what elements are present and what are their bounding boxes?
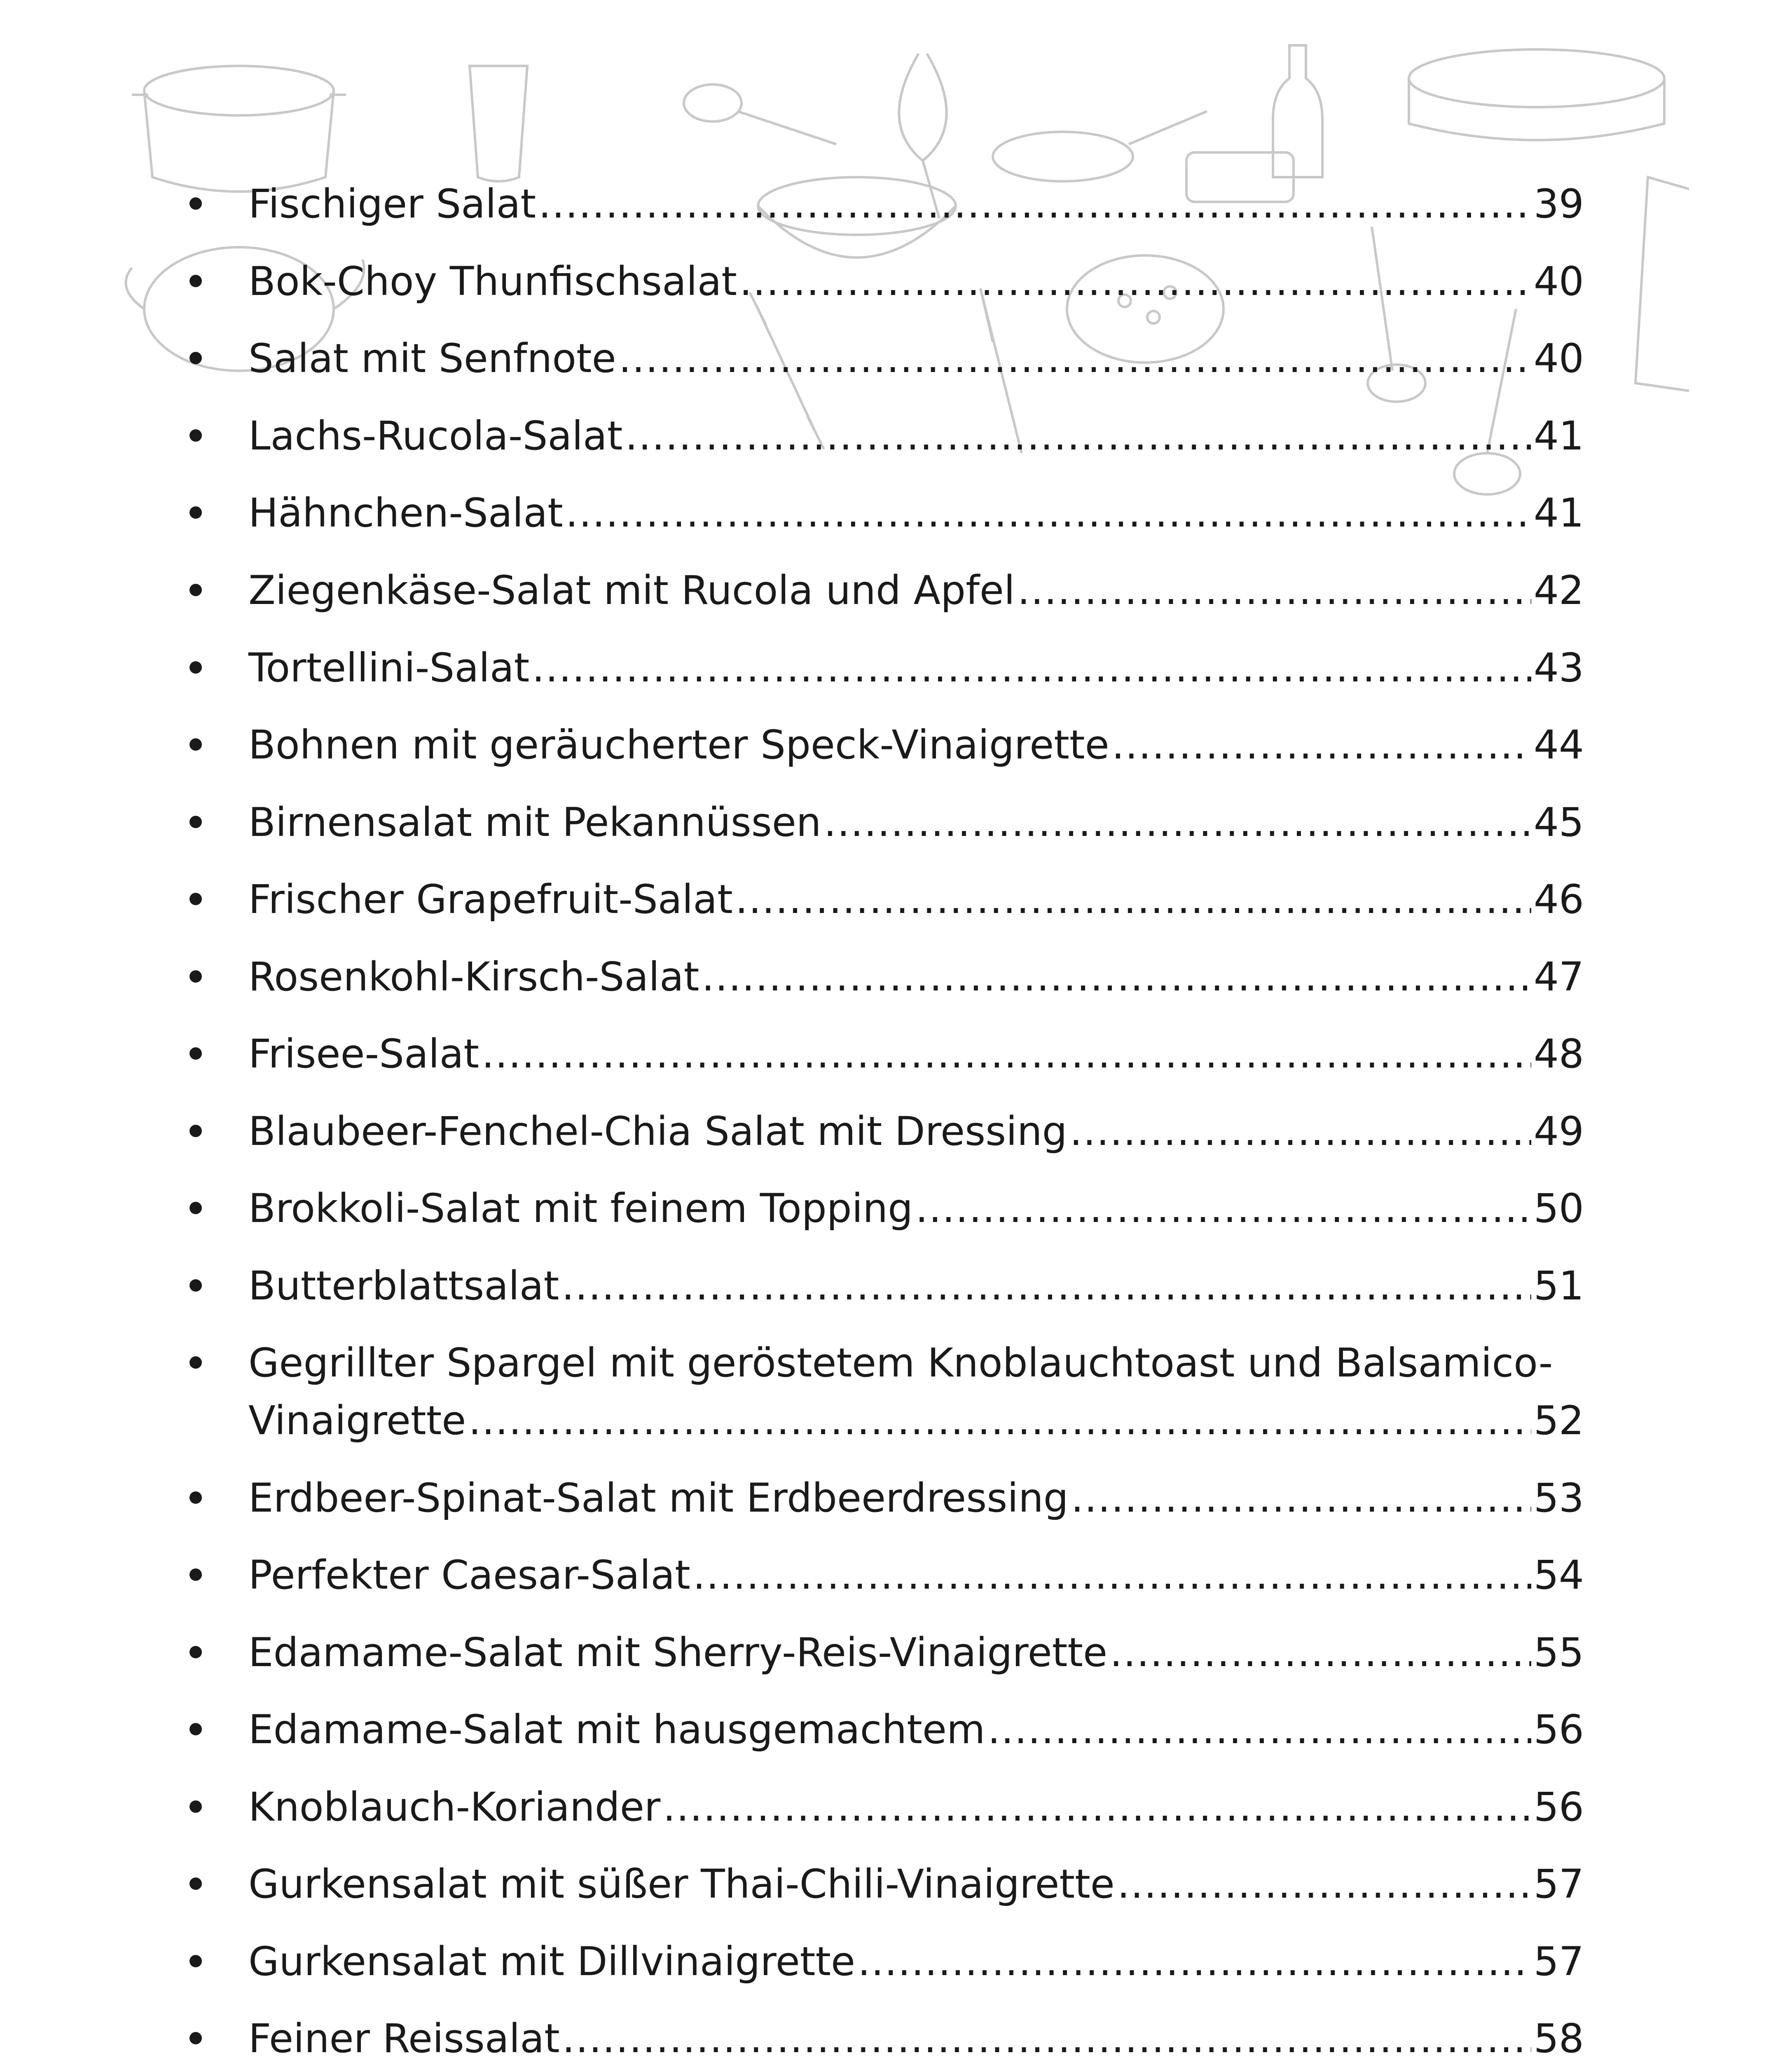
toc-entry-page: 44 — [1533, 722, 1584, 768]
bullet-icon — [189, 970, 202, 983]
toc-entry-page: 56 — [1533, 1707, 1584, 1753]
bullet-icon — [189, 275, 202, 287]
toc-entry[interactable] — [0, 1546, 1792, 1604]
toc-entry-title: Hähnchen-Salat — [248, 490, 563, 536]
bullet-icon — [189, 1125, 202, 1137]
dot-leader — [739, 253, 1531, 310]
dot-leader — [1117, 1855, 1531, 1913]
toc-entry-page: 43 — [1533, 645, 1584, 691]
toc-entry-title: Feiner Reissalat — [248, 2016, 560, 2060]
dot-leader — [1110, 1624, 1531, 1681]
toc-entry-title: Frisee-Salat — [248, 1031, 480, 1077]
toc-entry-page: 57 — [1533, 1861, 1584, 1907]
glass-icon — [470, 66, 527, 181]
toc-entry-page: 45 — [1533, 799, 1584, 845]
toc-entry[interactable] — [0, 639, 1792, 697]
toc-entry[interactable] — [0, 1778, 1792, 1836]
dot-leader — [566, 484, 1531, 542]
frying-pan-icon — [993, 111, 1207, 181]
toc-entry[interactable] — [0, 407, 1792, 465]
toc-entry-title: Bok-Choy Thunfischsalat — [248, 258, 737, 304]
toc-entry-page: 40 — [1533, 258, 1584, 304]
toc-entry-page: 58 — [1533, 2016, 1584, 2060]
bullet-icon — [189, 584, 202, 596]
bullet-icon — [189, 1047, 202, 1060]
toc-entry[interactable] — [0, 1469, 1792, 1527]
bullet-icon — [189, 1568, 202, 1581]
toc-entry[interactable] — [0, 2010, 1792, 2060]
dot-leader — [561, 1257, 1531, 1315]
dot-leader — [1018, 562, 1531, 619]
bullet-icon — [189, 506, 202, 519]
toc-entry[interactable] — [0, 1103, 1792, 1160]
cooking-pot-icon — [132, 66, 346, 192]
toc-entry[interactable] — [0, 1855, 1792, 1913]
bullet-icon — [189, 1800, 202, 1813]
bullet-icon — [189, 893, 202, 905]
bullet-icon — [189, 1202, 202, 1214]
toc-entry[interactable] — [0, 484, 1792, 542]
toc-entry-page: 50 — [1533, 1185, 1584, 1231]
toc-entry[interactable] — [0, 794, 1792, 851]
toc-entry[interactable] — [0, 330, 1792, 387]
toc-entry-page: 41 — [1533, 490, 1584, 536]
toc-entry-title-line2: Vinaigrette — [248, 1398, 466, 1444]
toc-entry-page: 52 — [1533, 1398, 1584, 1444]
dot-leader — [1112, 716, 1531, 774]
dot-leader — [987, 1701, 1531, 1758]
toc-entry[interactable] — [0, 1025, 1792, 1083]
bullet-icon — [189, 1646, 202, 1658]
toc-entry-title: Rosenkohl-Kirsch-Salat — [248, 954, 699, 1000]
bullet-icon — [189, 429, 202, 442]
dot-leader — [663, 1778, 1531, 1836]
dot-leader — [619, 330, 1531, 387]
bullet-icon — [189, 197, 202, 210]
toc-entry-page: 46 — [1533, 876, 1584, 922]
bullet-icon — [189, 1279, 202, 1292]
dot-leader — [468, 1392, 1531, 1449]
toc-entry-page: 40 — [1533, 335, 1584, 382]
toc-entry[interactable] — [0, 175, 1792, 233]
toc-entry-title: Erdbeer-Spinat-Salat mit Erdbeerdressing — [248, 1475, 1069, 1521]
toc-entry[interactable] — [0, 1334, 1792, 1449]
toc-entry-title: Gurkensalat mit süßer Thai-Chili-Vinaigrette — [248, 1861, 1115, 1907]
toc-entry-page: 39 — [1533, 181, 1584, 227]
dot-leader — [915, 1180, 1531, 1237]
bullet-icon — [189, 352, 202, 364]
toc-entry[interactable] — [0, 1257, 1792, 1315]
toc-entry-title: Lachs-Rucola-Salat — [248, 413, 623, 459]
toc-entry[interactable] — [0, 562, 1792, 619]
toc-entry-title: Ziegenkäse-Salat mit Rucola und Apfel — [248, 567, 1015, 613]
toc-entry-title: Frischer Grapefruit-Salat — [248, 876, 733, 922]
bullet-icon — [189, 816, 202, 828]
dot-leader — [1070, 1103, 1531, 1160]
toc-entry[interactable] — [0, 1933, 1792, 1990]
toc-entry-title: Brokkoli-Salat mit feinem Topping — [248, 1185, 913, 1231]
dot-leader — [735, 871, 1531, 928]
bullet-icon — [189, 1723, 202, 1735]
toc-entry-title: Gurkensalat mit Dillvinaigrette — [248, 1938, 856, 1985]
bullet-icon — [189, 1955, 202, 1967]
bullet-icon — [189, 2032, 202, 2044]
toc-entry-title: Edamame-Salat mit hausgemachtem — [248, 1707, 985, 1753]
dot-leader — [538, 175, 1531, 233]
toc-entry[interactable] — [0, 1701, 1792, 1758]
toc-entry-page: 47 — [1533, 954, 1584, 1000]
dot-leader — [532, 639, 1531, 697]
toc-entry-title-line1: Gegrillter Spargel mit geröstetem Knoblauchtoast und Balsamico- — [248, 1340, 1553, 1386]
toc-entry-page: 48 — [1533, 1031, 1584, 1077]
toc-entry-page: 51 — [1533, 1263, 1584, 1309]
toc-entry-page: 41 — [1533, 413, 1584, 459]
dot-leader — [1071, 1469, 1531, 1527]
spoon-icon — [684, 84, 836, 144]
bullet-icon — [189, 1356, 202, 1369]
bullet-icon — [189, 738, 202, 751]
toc-entry[interactable] — [0, 871, 1792, 928]
toc-entry-page: 42 — [1533, 567, 1584, 613]
dot-leader — [482, 1025, 1531, 1083]
toc-entry[interactable] — [0, 716, 1792, 774]
toc-entry-title: Blaubeer-Fenchel-Chia Salat mit Dressing — [248, 1108, 1067, 1154]
toc-entry-title: Fischiger Salat — [248, 181, 536, 227]
dot-leader — [625, 407, 1531, 465]
toc-entry[interactable] — [0, 1624, 1792, 1681]
bottle-icon — [1273, 45, 1322, 177]
toc-entry[interactable] — [0, 1180, 1792, 1237]
toc-entry-title: Tortellini-Salat — [248, 645, 530, 691]
toc-entry-page: 54 — [1533, 1552, 1584, 1598]
toc-entry-page: 56 — [1533, 1784, 1584, 1830]
toc-entry-title: Edamame-Salat mit Sherry-Reis-Vinaigrette — [248, 1629, 1108, 1676]
toc-entry-title: Bohnen mit geräucherter Speck-Vinaigrette — [248, 722, 1109, 768]
toc-entry-page: 49 — [1533, 1108, 1584, 1154]
bullet-icon — [189, 1491, 202, 1504]
dot-leader — [824, 794, 1531, 851]
toc-entry-page: 53 — [1533, 1475, 1584, 1521]
toc-entry[interactable] — [0, 253, 1792, 310]
toc-entry-title: Birnensalat mit Pekannüssen — [248, 799, 821, 845]
bullet-icon — [189, 1877, 202, 1890]
toc-entry-title: Perfekter Caesar-Salat — [248, 1552, 690, 1598]
toc-entry-title: Knoblauch-Koriander — [248, 1784, 661, 1830]
cake-tin-icon — [1409, 49, 1664, 140]
toc-entry-page: 55 — [1533, 1629, 1584, 1676]
toc-entry-title: Butterblattsalat — [248, 1263, 559, 1309]
dot-leader — [858, 1933, 1531, 1990]
dot-leader — [562, 2010, 1531, 2060]
toc-entry-title: Salat mit Senfnote — [248, 335, 616, 382]
dot-leader — [702, 948, 1531, 1006]
toc-entry-page: 57 — [1533, 1938, 1584, 1985]
bullet-icon — [189, 661, 202, 674]
dot-leader — [693, 1546, 1531, 1604]
toc-entry[interactable] — [0, 948, 1792, 1006]
